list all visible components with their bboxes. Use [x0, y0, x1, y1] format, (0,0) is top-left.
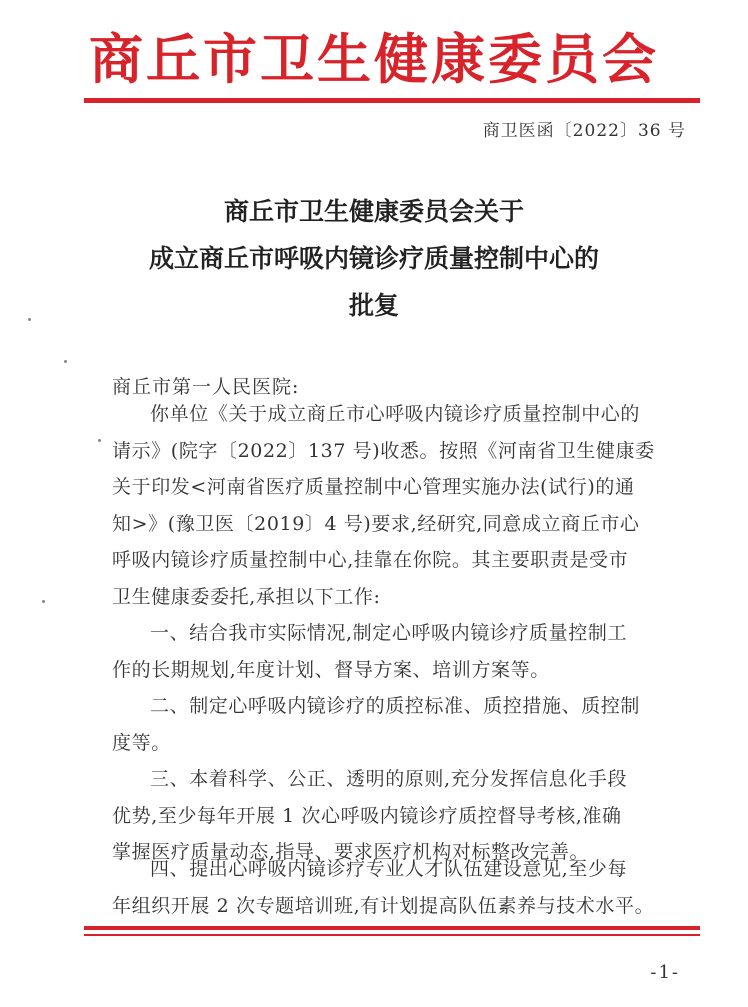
text-line: 你单位《关于成立商丘市心呼吸内镜诊疗质量控制中心的	[150, 403, 641, 425]
text-line: 二、制定心呼吸内镜诊疗的质控标准、质控措施、质控制	[150, 695, 641, 717]
item-2-paragraph	[112, 688, 700, 761]
doc-title-line-2: 成立商丘市呼吸内镜诊疗质量控制中心的	[148, 244, 599, 273]
text-line: 优势,至少每年开展 1 次心呼吸内镜诊疗质控督导考核,准确	[112, 804, 622, 827]
footer-divider-thin	[84, 934, 700, 936]
text-line: 四、提出心呼吸内镜诊疗专业人才队伍建设意见,至少每	[150, 858, 628, 880]
doc-title-line-3: 批复	[348, 291, 399, 320]
text-line: 知>》(豫卫医〔2019〕4 号)要求,经研究,同意成立商丘市心	[112, 512, 640, 535]
text-line: 一、结合我市实际情况,制定心呼吸内镜诊疗质量控制工	[150, 622, 628, 644]
scan-speck	[98, 439, 101, 442]
text-line: 请示》(院字〔2022〕137 号)收悉。按照《河南省卫生健康委	[112, 439, 655, 462]
text-line: 关于印发<河南省医疗质量控制中心管理实施办法(试行)的通	[112, 476, 635, 498]
page-number: -1-	[650, 962, 680, 983]
text-line: 掌握医疗质量动态,指导、要求医疗机构对标整改完善。	[112, 841, 590, 863]
text-line: 卫生健康委委托,承担以下工作:	[112, 585, 381, 608]
doc-title-line-1: 商丘市卫生健康委员会关于	[223, 197, 524, 226]
document-number: 商卫医函〔2022〕36 号	[482, 121, 686, 141]
letterhead-title: 商丘市卫生健康委员会	[89, 27, 659, 91]
addressee: 商丘市第一人民医院:	[112, 376, 300, 398]
footer-divider-thick	[84, 926, 700, 930]
text-line: 三、本着科学、公正、透明的原则,充分发挥信息化手段	[150, 768, 628, 790]
scan-speck	[28, 318, 31, 321]
scan-speck	[42, 600, 45, 603]
scan-speck	[64, 360, 67, 363]
item-1-paragraph	[112, 615, 700, 688]
text-line: 作的长期规划,年度计划、督导方案、培训方案等。	[112, 658, 550, 681]
text-line: 呼吸内镜诊疗质量控制中心,挂靠在你院。其主要职责是受市	[112, 549, 629, 571]
letterhead-divider	[84, 98, 700, 103]
text-line: 度等。	[112, 731, 171, 754]
intro-paragraph	[112, 396, 700, 615]
text-line: 年组织开展 2 次专题培训班,有计划提高队伍素养与技术水平。	[112, 894, 655, 917]
item-4-paragraph	[112, 851, 700, 924]
